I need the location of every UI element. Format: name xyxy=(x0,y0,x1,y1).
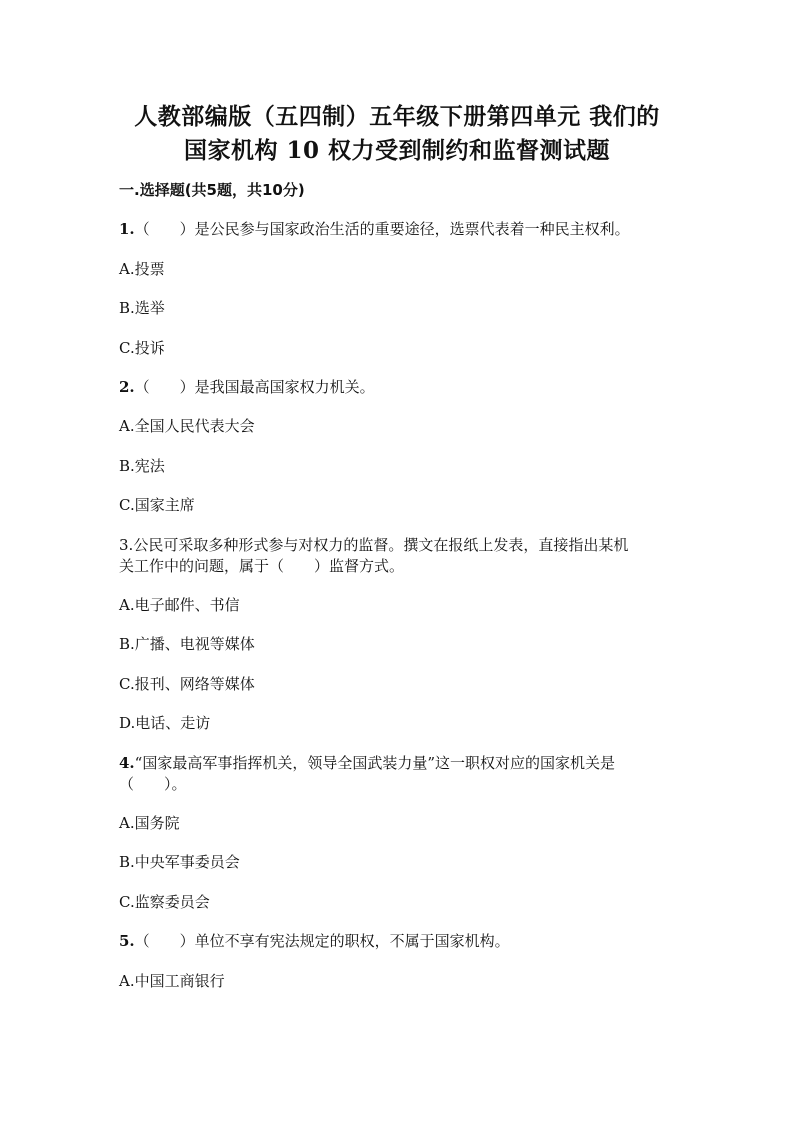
question-number: 5. xyxy=(119,932,135,950)
question-2 xyxy=(119,376,375,397)
question-number: 1. xyxy=(119,220,135,238)
q3-option-c: C.报刊、网络等媒体 xyxy=(119,675,255,693)
q3-option-a: A.电子邮件、书信 xyxy=(119,596,240,614)
question-3-continued: 关工作中的问题，属于（ ）监督方式。 xyxy=(119,557,405,575)
q2-option-b: B.宪法 xyxy=(119,457,165,475)
question-text: （ ）是公民参与国家政治生活的重要途径，选票代表着一种民主权利。 xyxy=(134,220,630,238)
question-text: （ ）单位不享有宪法规定的职权，不属于国家机构。 xyxy=(134,932,510,950)
q5-option-a: A.中国工商银行 xyxy=(119,972,225,990)
question-text: 公民可采取多种形式参与对权力的监督。撰文在报纸上发表，直接指出某机 xyxy=(133,536,629,554)
question-4-continued: （ ）。 xyxy=(119,775,187,793)
q4-option-b: B.中央军事委员会 xyxy=(119,853,240,871)
question-5 xyxy=(119,930,510,951)
question-number: 3. xyxy=(119,536,134,554)
q4-option-a: A.国务院 xyxy=(119,814,180,832)
doc-title-line-1: 人教部编版（五四制）五年级下册第四单元 我们的 xyxy=(134,103,660,130)
question-number: 4. xyxy=(119,754,135,772)
q2-option-c: C.国家主席 xyxy=(119,496,195,514)
q1-option-a: A.投票 xyxy=(119,260,165,278)
question-text: “国家最高军事指挥机关，领导全国武装力量”这一职权对应的国家机关是 xyxy=(134,754,616,772)
q4-option-c: C.监察委员会 xyxy=(119,893,210,911)
q3-option-b: B.广播、电视等媒体 xyxy=(119,635,255,653)
doc-title-line-2: 国家机构 10 权力受到制约和监督测试题 xyxy=(183,137,611,164)
section-heading: 一.选择题(共5题，共10分) xyxy=(119,181,305,199)
q2-option-a: A.全国人民代表大会 xyxy=(119,417,255,435)
question-number: 2. xyxy=(119,378,135,396)
question-4 xyxy=(119,752,615,773)
question-text: （ ）是我国最高国家权力机关。 xyxy=(134,378,375,396)
q1-option-b: B.选举 xyxy=(119,299,165,317)
q1-option-c: C.投诉 xyxy=(119,339,165,357)
q3-option-d: D.电话、走访 xyxy=(119,714,211,732)
question-1 xyxy=(119,218,630,239)
question-3 xyxy=(119,534,628,555)
